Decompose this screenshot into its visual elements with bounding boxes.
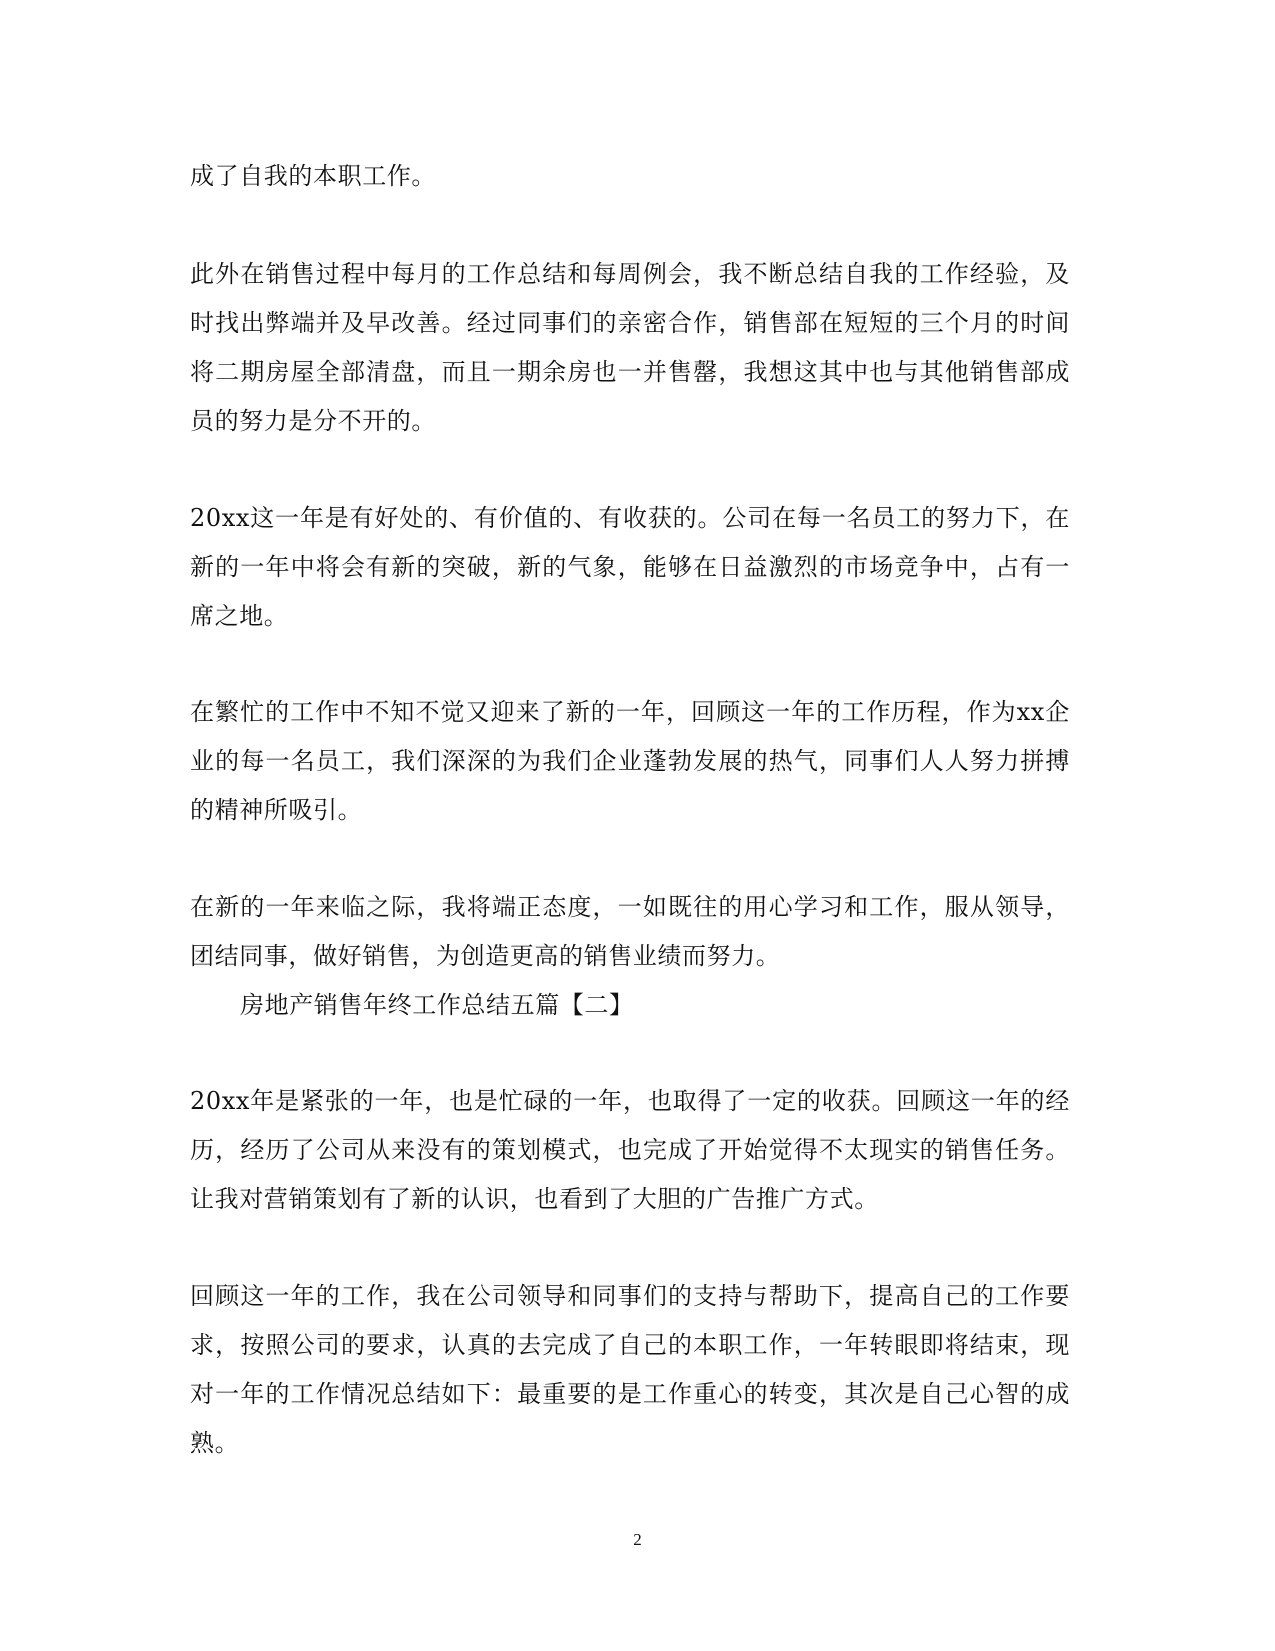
paragraph: 成了自我的本职工作。 [190, 162, 436, 190]
page-number: 2 [633, 1530, 642, 1549]
paragraph: 此外在销售过程中每月的工作总结和每周例会，我不断总结自我的工作经验，及时找出弊端并及早改善。经过同事们的亲密合作，销售部在短短的三个月的时间将二期房屋全部清盘，而且一期余房也一并售罄，我想这其中也与其他销售部成员的努力是分不开的。 [190, 260, 1070, 435]
paragraph: 在繁忙的工作中不知不觉又迎来了新的一年，回顾这一年的工作历程，作为xx企业的每一名员工，我们深深的为我们企业蓬勃发展的热气，同事们人人努力拼搏的精神所吸引。 [190, 698, 1070, 824]
paragraph: 20xx这一年是有好处的、有价值的、有收获的。公司在每一名员工的努力下，在新的一年中将会有新的突破，新的气象，能够在日益激烈的市场竞争中，占有一席之地。 [190, 504, 1070, 630]
paragraph: 回顾这一年的工作，我在公司领导和同事们的支持与帮助下，提高自己的工作要求，按照公司的要求，认真的去完成了自己的本职工作，一年转眼即将结束，现对一年的工作情况总结如下：最重要的是工作重心的转变，其次是自己心智的成熟。 [190, 1282, 1070, 1457]
paragraph: 20xx年是紧张的一年，也是忙碌的一年，也取得了一定的收获。回顾这一年的经历，经历了公司从来没有的策划模式，也完成了开始觉得不太现实的销售任务。让我对营销策划有了新的认识，也看到了大胆的广告推广方式。 [190, 1087, 1070, 1213]
paragraph: 在新的一年来临之际，我将端正态度，一如既往的用心学习和工作，服从领导，团结同事，做好销售，为创造更高的销售业绩而努力。 [190, 893, 1070, 970]
section-heading: 房地产销售年终工作总结五篇【二】 [240, 991, 634, 1019]
